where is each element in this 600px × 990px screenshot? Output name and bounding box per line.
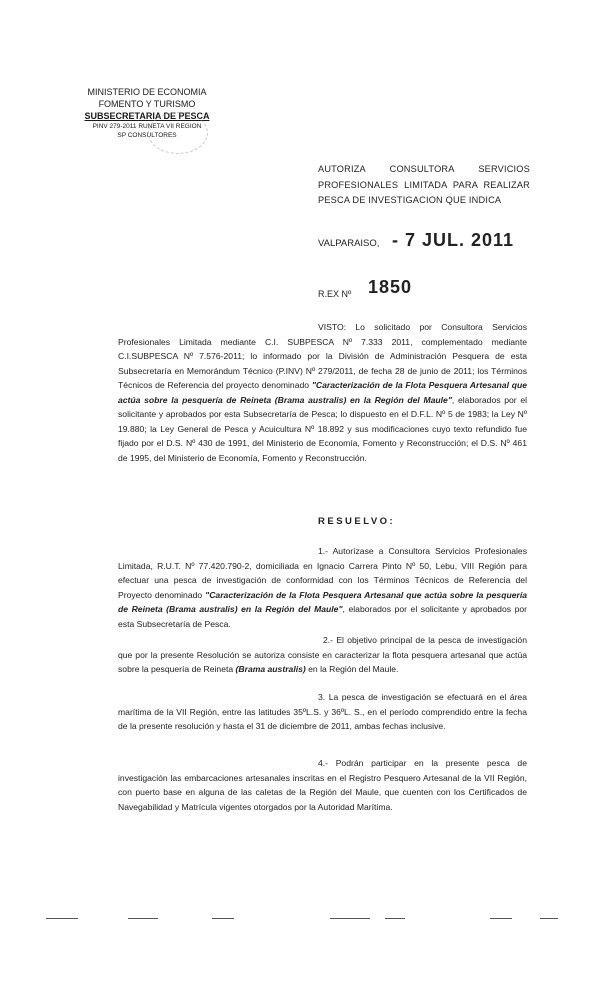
item-1-project-title: "Caracterización de la Flota Pesquera Artesanal que actúa sobre la pesquería de Reineta (Brama australis) en la Región del Maule" <box>118 589 527 614</box>
item-1-paragraph <box>118 544 527 631</box>
item-4-paragraph <box>118 756 527 814</box>
visto-text-2: , elaborados por el solicitante y aprobados por esta Subsecretaría de Pesca; lo dispuesto en el D.F.L. Nº 5 de 1983; la Ley Nº 19.880; la Ley General de Pesca y Acuicultura Nº 18.892 y sus modificaciones cuyo texto refundido fue fijado por el D.S. Nº 430 de 1991, del Ministerio de Economía, Fomento y Reconstrucción; el D.S. Nº 461 de 1995, del Ministerio de Economía, Fomento y Reconstrucción. <box>118 394 528 463</box>
header-subsecretaria: SUBSECRETARIA DE PESCA <box>84 111 210 121</box>
header-fomento: FOMENTO Y TURISMO <box>98 99 196 109</box>
footer-rule <box>330 918 370 919</box>
footer-rule <box>490 918 512 919</box>
item-2-species: (Brama australis) <box>235 664 306 674</box>
resolution-number: 1850 <box>368 277 413 297</box>
place-label: VALPARAISO, <box>318 238 380 249</box>
footer-rule <box>128 918 158 919</box>
visto-text-1: VISTO: Lo solicitado por Consultora Servicios Profesionales Limitada mediante C.I. SUBPESCA Nº 7.333 2011, complementado mediante C.I.SUBPESCA Nº 7.576-2011; lo informado por la División de Administración Pesquera de esta Subsecretaría en Memorándum Técnico (P.INV) Nº 279/2011, de fecha 28 de junio de 2011; los Términos Técnicos de Referencia del proyecto denominado <box>118 322 527 390</box>
item-1-text-1: 1.- Autorízase a Consultora Servicios Profesionales Limitada, R.U.T. Nº 77.420.790-2, domiciliada en Ignacio Carrera Pinto Nº 50, Lebu, VIII Región para efectuar una pesca de investigación de conformidad con los Términos Técnicos de Referencia del Proyecto denominado <box>118 546 527 600</box>
document-subject: AUTORIZA CONSULTORA SERVICIOS PROFESIONALES LIMITADA PARA REALIZAR PESCA DE INVESTIGACION QUE INDICA <box>318 164 530 205</box>
header-consultores: SP CONSULTORES <box>117 132 177 139</box>
item-2-text-2: en la Región del Maule. <box>305 664 399 674</box>
footer-rule <box>46 918 78 919</box>
document-date: - 7 JUL. 2011 <box>392 230 515 250</box>
footer-rule <box>212 918 234 919</box>
resolution-label: R.EX Nº <box>318 289 352 299</box>
resuelvo-heading: RESUELVO: <box>318 516 396 527</box>
footer-rule <box>540 918 558 919</box>
seal-stamp-icon <box>148 112 208 154</box>
header-pinv-reference: PINV 279-2011 RUNETA VII REGION <box>92 123 202 130</box>
visto-project-title: "Caracterización de la Flota Pesquera Artesanal que actúa sobre la pesquería de Reineta (Brama australis) en la Región del Maule" <box>118 380 527 405</box>
item-3-text: 3. La pesca de investigación se efectuará en el área marítima de la VII Región, entre las latitudes 35ºL.S. y 36ºL. S., en el período comprendido entre la fecha de la presente resolución y hasta el 31 de diciembre de 2011, ambas fechas inclusive. <box>118 692 527 731</box>
visto-paragraph <box>118 320 527 465</box>
item-3-paragraph <box>118 690 527 734</box>
item-2-paragraph <box>118 633 527 677</box>
header-ministry: MINISTERIO DE ECONOMIA <box>87 87 207 97</box>
item-2-text-1: 2.- El objetivo principal de la pesca de investigación que por la presente Resolución se autoriza consiste en caracterizar la flota pesquera artesanal que actúa sobre la pesquería de Reineta <box>118 635 527 674</box>
item-1-text-2: , elaborados por el solicitante y aprobados por esta Subsecretaría de Pesca. <box>118 604 528 629</box>
footer-rule <box>385 918 405 919</box>
item-4-text: 4.- Podrán participar en la presente pesca de investigación las embarcaciones artesanales inscritas en el Registro Pesquero Artesanal de la VII Región, con puerto base en alguna de las caletas de la Región del Maule, que cuenten con los Certificados de Navegabilidad y Matrícula vigentes otorgados por la Autoridad Marítima. <box>118 758 527 812</box>
